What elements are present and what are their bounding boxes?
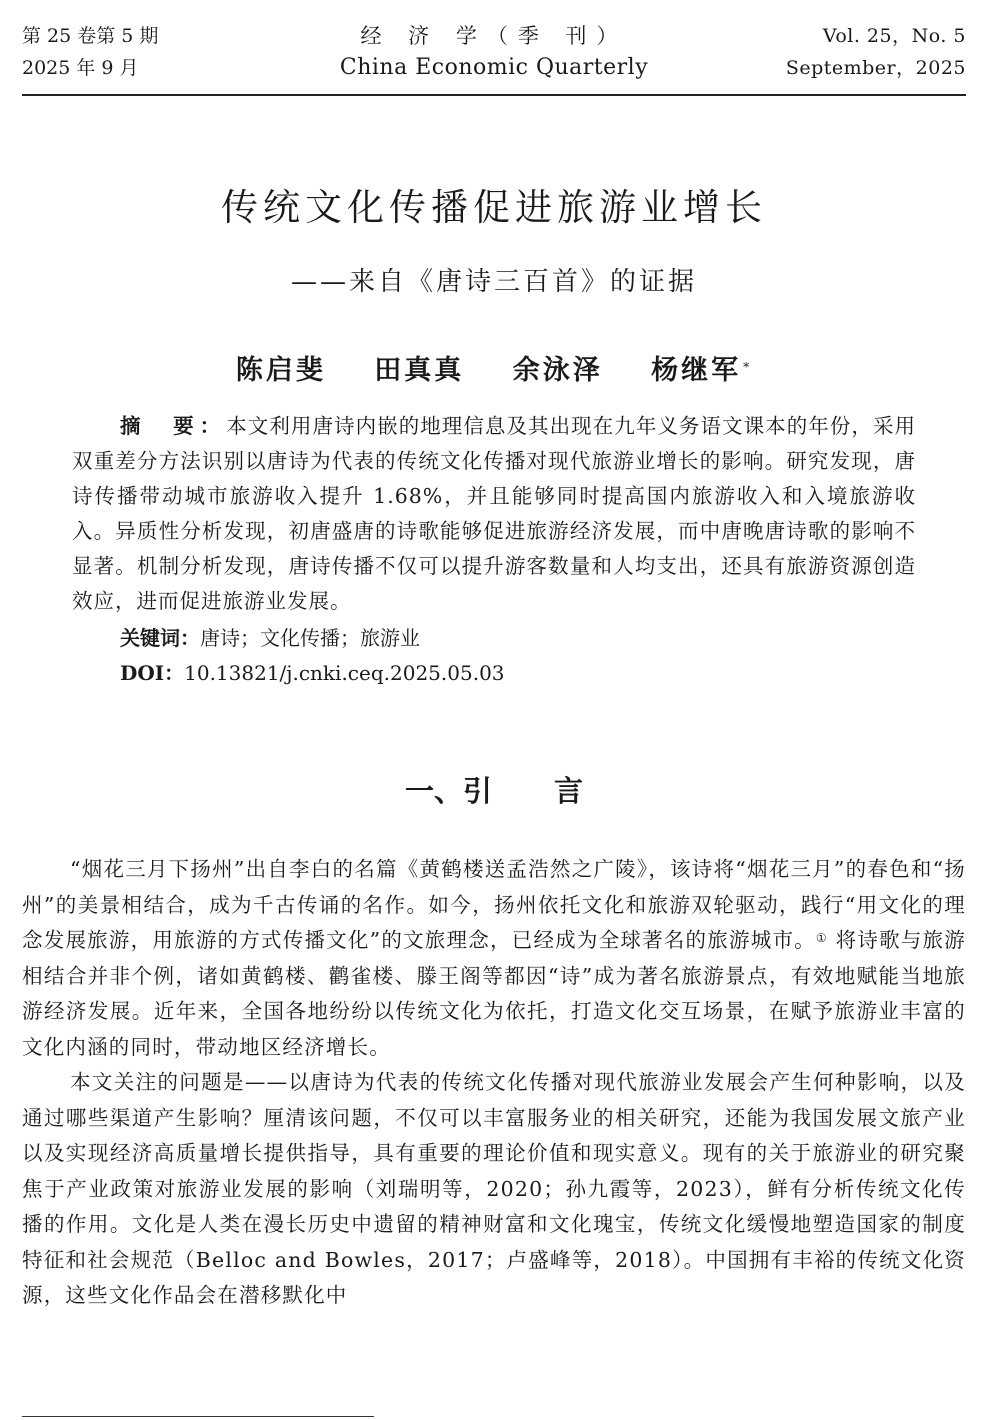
author-name: 陈启斐	[235, 355, 326, 386]
paragraph-text: “烟花三月下扬州”出自李白的名篇《黄鹤楼送孟浩然之广陵》，该诗将“烟花三月”的春色和“扬州”的美景相结合，成为千古传诵的名作。如今，扬州依托文化和旅游双轮驱动，践行“用文化的理念发展旅游，用旅游的方式传播文化”的文旅理念，已经成为全球著名的旅游城市。	[22, 857, 966, 952]
section-number: 一、引	[404, 774, 492, 808]
footnote-divider	[22, 1416, 374, 1417]
date-cn: 2025 年 9 月	[22, 57, 139, 79]
author-list	[0, 350, 988, 392]
keywords	[120, 621, 420, 656]
running-header	[22, 20, 966, 96]
author-name	[651, 355, 752, 386]
doi-value[interactable]: 10.13821/j.cnki.ceq.2025.05.03	[184, 661, 505, 685]
author-name-text: 杨继军	[651, 355, 742, 386]
abstract	[72, 409, 916, 619]
header-right	[786, 20, 966, 84]
journal-name-en: China Economic Quarterly	[339, 55, 649, 80]
header-divider	[22, 94, 966, 96]
paper-subtitle: ——来自《唐诗三百首》的证据	[290, 267, 697, 297]
paragraph	[22, 852, 966, 1065]
volume-cn: 第 25 卷第 5 期	[22, 25, 159, 47]
footnote-mark[interactable]: ①	[815, 931, 828, 945]
paragraph-text: 将诗歌与旅游相结合并非个例，诸如黄鹤楼、鹳雀楼、滕王阁等都因“诗”成为著名旅游景点，有效地赋能当地旅游经济发展。近年来，全国各地纷纷以传统文化为依托，打造文化交互场景，在赋予旅游业丰富的文化内涵的同时，带动地区经济增长。	[22, 928, 966, 1059]
author-name: 余泳泽	[512, 355, 603, 386]
keywords-label: 关键词：	[120, 626, 200, 650]
body-text	[22, 852, 966, 1314]
author-footnote-mark[interactable]: *	[743, 360, 753, 374]
section-title: 言	[554, 774, 584, 808]
keywords-text: 唐诗；文化传播；旅游业	[200, 626, 420, 650]
abstract-text: 本文利用唐诗内嵌的地理信息及其出现在九年义务语文课本的年份，采用双重差分方法识别以唐诗为代表的传统文化传播对现代旅游业增长的影响。研究发现，唐诗传播带动城市旅游收入提升 1.68%，并且能够同时提高国内旅游收入和入境旅游收入。异质性分析发现，初唐盛唐的诗歌能够促进旅游经济发展，而中唐晚唐诗歌的影响不显著。机制分析发现，唐诗传播不仅可以提升游客数量和人均支出，还具有旅游资源创造效应，进而促进旅游业发展。	[72, 414, 917, 613]
date-en: September，2025	[785, 57, 966, 79]
journal-name-cn: 经 济 学（季 刊）	[360, 24, 628, 48]
abstract-label: 摘 要：	[120, 414, 227, 438]
paragraph: 本文关注的问题是——以唐诗为代表的传统文化传播对现代旅游业发展会产生何种影响，以及通过哪些渠道产生影响？厘清该问题，不仅可以丰富服务业的相关研究，还能为我国发展文旅产业以及实现经济高质量增长提供指导，具有重要的理论价值和现实意义。现有的关于旅游业的研究聚焦于产业政策对旅游业发展的影响（刘瑞明等，2020；孙九霞等，2023），鲜有分析传统文化传播的作用。文化是人类在漫长历史中遗留的精神财富和文化瑰宝，传统文化缓慢地塑造国家的制度特征和社会规范（Belloc and Bowles，2017；卢盛峰等，2018）。中国拥有丰裕的传统文化资源，这些文化作品会在潜移默化中	[22, 1070, 966, 1307]
author-name: 田真真	[374, 355, 465, 386]
doi	[120, 656, 505, 691]
doi-label: DOI：	[120, 661, 185, 685]
section-heading	[0, 770, 988, 812]
volume-en: Vol. 25，No. 5	[822, 25, 966, 47]
paper-title: 传统文化传播促进旅游业增长	[221, 186, 767, 229]
